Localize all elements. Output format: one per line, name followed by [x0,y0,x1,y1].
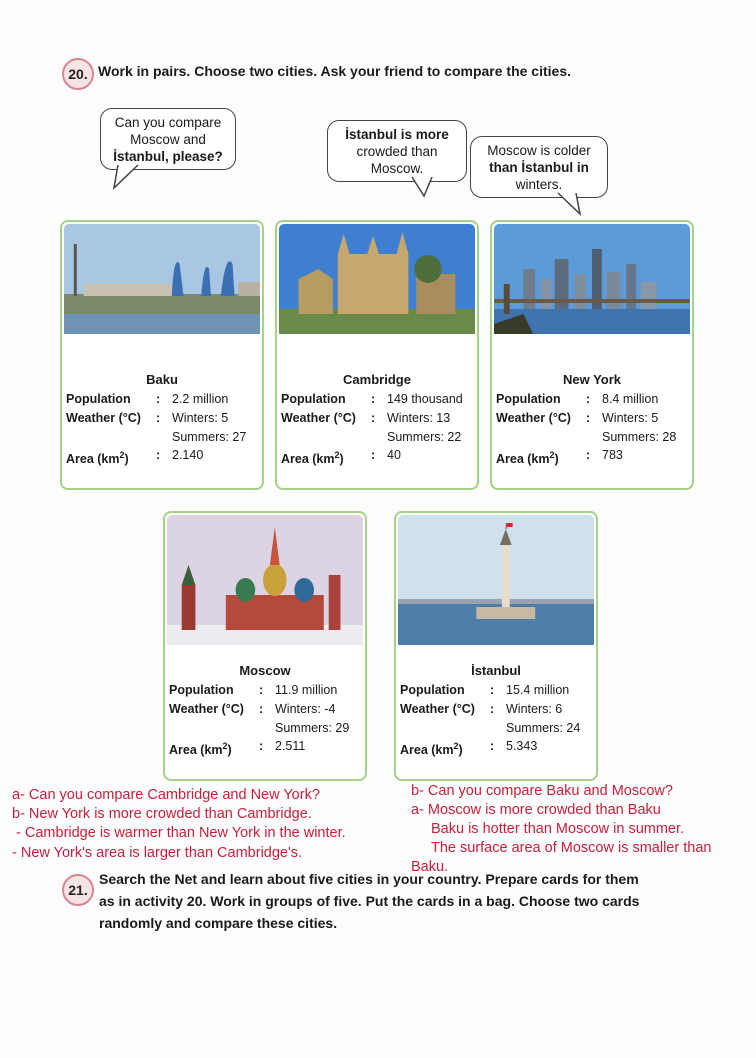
area-label: Area $(km^2)$ [169,741,232,758]
summers-value: Summers: 29 [275,721,350,735]
weather-label: Weather (°C) [496,411,571,425]
speech-bubble-answer-1 [327,120,467,182]
bubble-line: Moscow. [370,160,424,176]
weather-label: Weather (°C) [281,411,356,425]
task-number-badge-20 [62,58,94,90]
answer-right-line: a- Moscow is more crowded than Baku [411,802,661,818]
city-card-new-york [490,220,694,490]
population-value: 2.2 million [172,392,229,406]
city-card-baku [60,220,264,490]
winters-value: Winters: -4 [275,702,336,716]
summers-value: Summers: 22 [387,430,462,444]
answer-left-line: - New York's area is larger than Cambridge's. [12,845,303,861]
weather-label: Weather (°C) [400,702,475,716]
colon: : [371,411,376,425]
task-number-badge-21 [62,874,94,906]
city-card-istanbul [394,511,598,781]
answer-left-line: - Cambridge is warmer than New York in the winter. [12,825,346,841]
population-label: Population [281,392,346,406]
colon: : [156,411,161,425]
task-number: 20. [68,66,88,82]
bubble-line: Moscow is colder [487,142,591,158]
task-21-line: Search the Net and learn about five cities in your country. Prepare cards for them [99,871,639,887]
bubble-line: than İstanbul in [489,159,589,175]
bubble-line: winters. [515,176,563,192]
colon: : [259,739,264,753]
colon: : [490,739,495,753]
istanbul-photo [398,515,594,645]
bubble-line: Moscow and [130,131,206,147]
population-label: Population [496,392,561,406]
bubble-line: crowded than [356,143,438,159]
answer-left-line: b- New York is more crowded than Cambridge. [12,806,312,822]
area-label: Area $(km^2)$ [496,450,559,467]
population-value: 8.4 million [602,392,659,406]
speech-bubble-answer-2 [470,136,608,198]
area-value: 783 [602,448,623,462]
colon: : [490,683,495,697]
colon: : [586,411,591,425]
answer-right-line: The surface area of Moscow is smaller than [431,840,712,856]
area-value: 40 [387,448,401,462]
task-21-line: as in activity 20. Work in groups of five. Put the cards in a bag. Choose two cards [99,893,640,909]
area-label: Area $(km^2)$ [66,450,129,467]
area-value: 2.140 [172,448,204,462]
population-value: 149 thousand [387,392,463,406]
answer-right-line: Baku. [411,859,449,875]
summers-value: Summers: 27 [172,430,247,444]
moscow-photo [167,515,363,645]
area-value: 5.343 [506,739,538,753]
colon: : [490,702,495,716]
city-name: New York [562,372,622,387]
cambridge-photo [279,224,475,334]
winters-value: Winters: 6 [506,702,563,716]
colon: : [259,702,264,716]
bubble-line: İstanbul is more [345,126,449,142]
winters-value: Winters: 5 [602,411,659,425]
city-card-moscow [163,511,367,781]
population-label: Population [400,683,465,697]
area-label: Area $(km^2)$ [281,450,344,467]
colon: : [259,683,264,697]
population-label: Population [169,683,234,697]
weather-label: Weather (°C) [169,702,244,716]
population-label: Population [66,392,131,406]
task-21-line: randomly and compare these cities. [99,915,338,931]
bubble-tail-icon [556,192,588,216]
area-value: 2.511 [275,739,306,753]
answer-right-line: b- Can you compare Baku and Moscow? [411,783,673,799]
task-number: 21. [68,882,88,898]
bubble-line: Can you compare [114,114,222,130]
colon: : [586,392,591,406]
bubble-tail-icon [110,164,150,190]
summers-value: Summers: 28 [602,430,677,444]
city-name: Moscow [239,663,291,678]
answer-left-line: a- Can you compare Cambridge and New York? [12,787,320,803]
colon: : [156,448,161,462]
city-name: Cambridge [343,372,411,387]
area-label: Area $(km^2)$ [400,741,463,758]
city-name: Baku [146,372,178,387]
city-name: İstanbul [471,663,521,678]
colon: : [371,392,376,406]
bubble-tail-icon [410,176,440,198]
task-20-instruction: Work in pairs. Choose two cities. Ask your friend to compare the cities. [98,63,571,79]
winters-value: Winters: 13 [387,411,451,425]
winters-value: Winters: 5 [172,411,229,425]
colon: : [586,448,591,462]
bubble-line: İstanbul, please? [113,148,223,164]
speech-bubble-question [100,108,236,170]
colon: : [371,448,376,462]
population-value: 11.9 million [275,683,338,697]
population-value: 15.4 million [506,683,570,697]
baku-photo [64,224,260,334]
city-card-cambridge [275,220,479,490]
new-york-photo [494,224,690,334]
colon: : [156,392,161,406]
summers-value: Summers: 24 [506,721,581,735]
weather-label: Weather (°C) [66,411,141,425]
answer-right-line: Baku is hotter than Moscow in summer. [431,821,685,837]
